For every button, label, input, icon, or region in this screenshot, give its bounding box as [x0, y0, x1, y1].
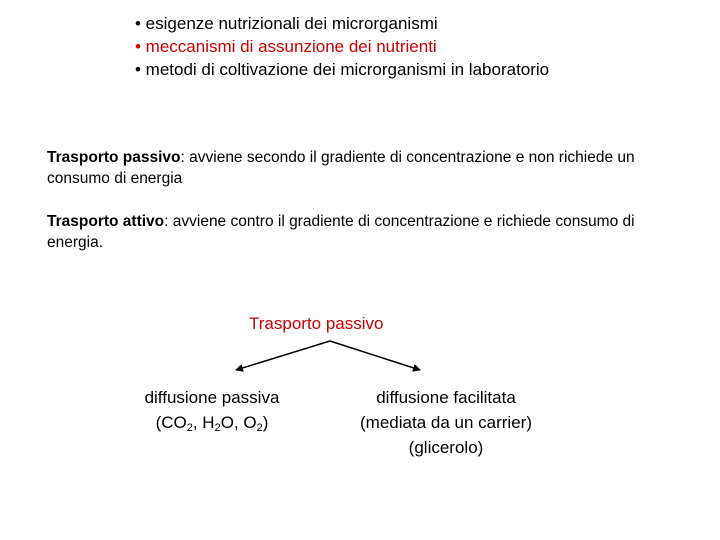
facilitated-diffusion-example: (glicerolo) [408, 438, 484, 457]
active-transport-text: : avviene contro il gradiente di concentrazione e richiede consumo di energia. [47, 213, 635, 251]
facilitated-diffusion-carrier: (mediata da un carrier) [360, 413, 532, 432]
passive-transport-text: : avviene secondo il gradiente di concentrazione e non richiede un consumo di energia [47, 149, 635, 187]
passive-transport-definition [47, 147, 687, 189]
topic-item-lab-cultivation: • metodi di coltivazione dei microrganismi in laboratorio [135, 60, 550, 79]
facilitated-diffusion-label: diffusione facilitata [376, 388, 516, 407]
active-transport-definition [47, 211, 687, 253]
active-transport-term: Trasporto attivo [47, 213, 165, 230]
diagram-title: Trasporto passivo [249, 314, 384, 333]
topic-item-uptake-mechanisms: • meccanismi di assunzione dei nutrienti [135, 37, 437, 56]
arrow-to-passive-diffusion [236, 341, 330, 370]
passive-transport-term: Trasporto passivo [47, 149, 181, 166]
topic-list [135, 12, 549, 81]
topic-item-nutritional-needs: • esigenze nutrizionali dei microrganismi [135, 14, 438, 33]
passive-diffusion-branch [112, 385, 312, 435]
passive-diffusion-examples: ($CO_2$, $H_2O$, $O_2$) [155, 413, 269, 434]
arrow-to-facilitated-diffusion [330, 341, 420, 370]
passive-diffusion-label: diffusione passiva [144, 388, 280, 407]
facilitated-diffusion-branch [335, 385, 557, 460]
